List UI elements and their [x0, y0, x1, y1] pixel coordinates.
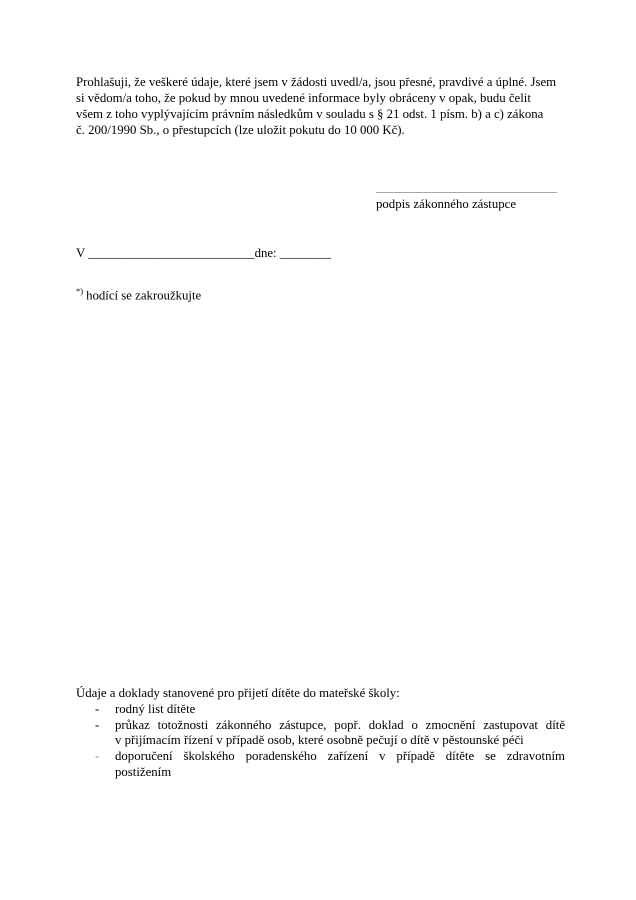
documents-heading: Údaje a doklady stanovené pro přijetí dítěte do mateřské školy:: [76, 686, 400, 700]
bullet-dash: -: [95, 701, 100, 716]
signature-line: [376, 192, 557, 193]
bullet-dash: -: [95, 749, 100, 764]
bullet-dash: -: [95, 717, 100, 732]
list-item-line: rodný list dítěte: [115, 701, 196, 716]
list-item-line: v přijímacím řízení v případě osob, které osobně pečují o dítě v pěstounské péči: [115, 733, 524, 748]
list-item: [76, 702, 568, 718]
list-item-line: postižením: [115, 764, 172, 779]
list-item-text: [115, 749, 565, 781]
declaration-line: č. 200/1990 Sb., o přestupcích (lze uložit pokutu do 10 000 Kč).: [76, 123, 405, 137]
footnote: [76, 283, 201, 303]
list-item-text: [115, 702, 565, 718]
list-item: [76, 718, 568, 750]
declaration-line: všem z toho vyplývajícím právním následkům v souladu s § 21 odst. 1 písm. b) a c) zákona: [76, 107, 544, 121]
documents-list: [76, 702, 568, 781]
required-documents-section: [76, 686, 568, 781]
list-item-line: doporučení školského poradenského zařízení v případě dítěte se zdravotním: [115, 749, 565, 764]
declaration-paragraph: [76, 74, 576, 138]
place-date-field: V __________________________dne: ________: [76, 246, 331, 260]
footnote-text: hodící se zakroužkujte: [86, 288, 202, 303]
list-item-text: [115, 718, 565, 750]
footnote-marker: *): [76, 286, 84, 296]
list-item: [76, 749, 568, 781]
signature-label: podpis zákonného zástupce: [376, 197, 517, 211]
declaration-line: si vědom/a toho, že pokud by mnou uvedené informace byly obráceny v opak, budu čelit: [76, 91, 531, 105]
declaration-line: Prohlašuji, že veškeré údaje, které jsem v žádosti uvedl/a, jsou přesné, pravdivé a úplné. Jsem: [76, 75, 557, 89]
list-item-line: průkaz totožnosti zákonného zástupce, popř. doklad o zmocnění zastupovat dítě: [115, 717, 565, 732]
